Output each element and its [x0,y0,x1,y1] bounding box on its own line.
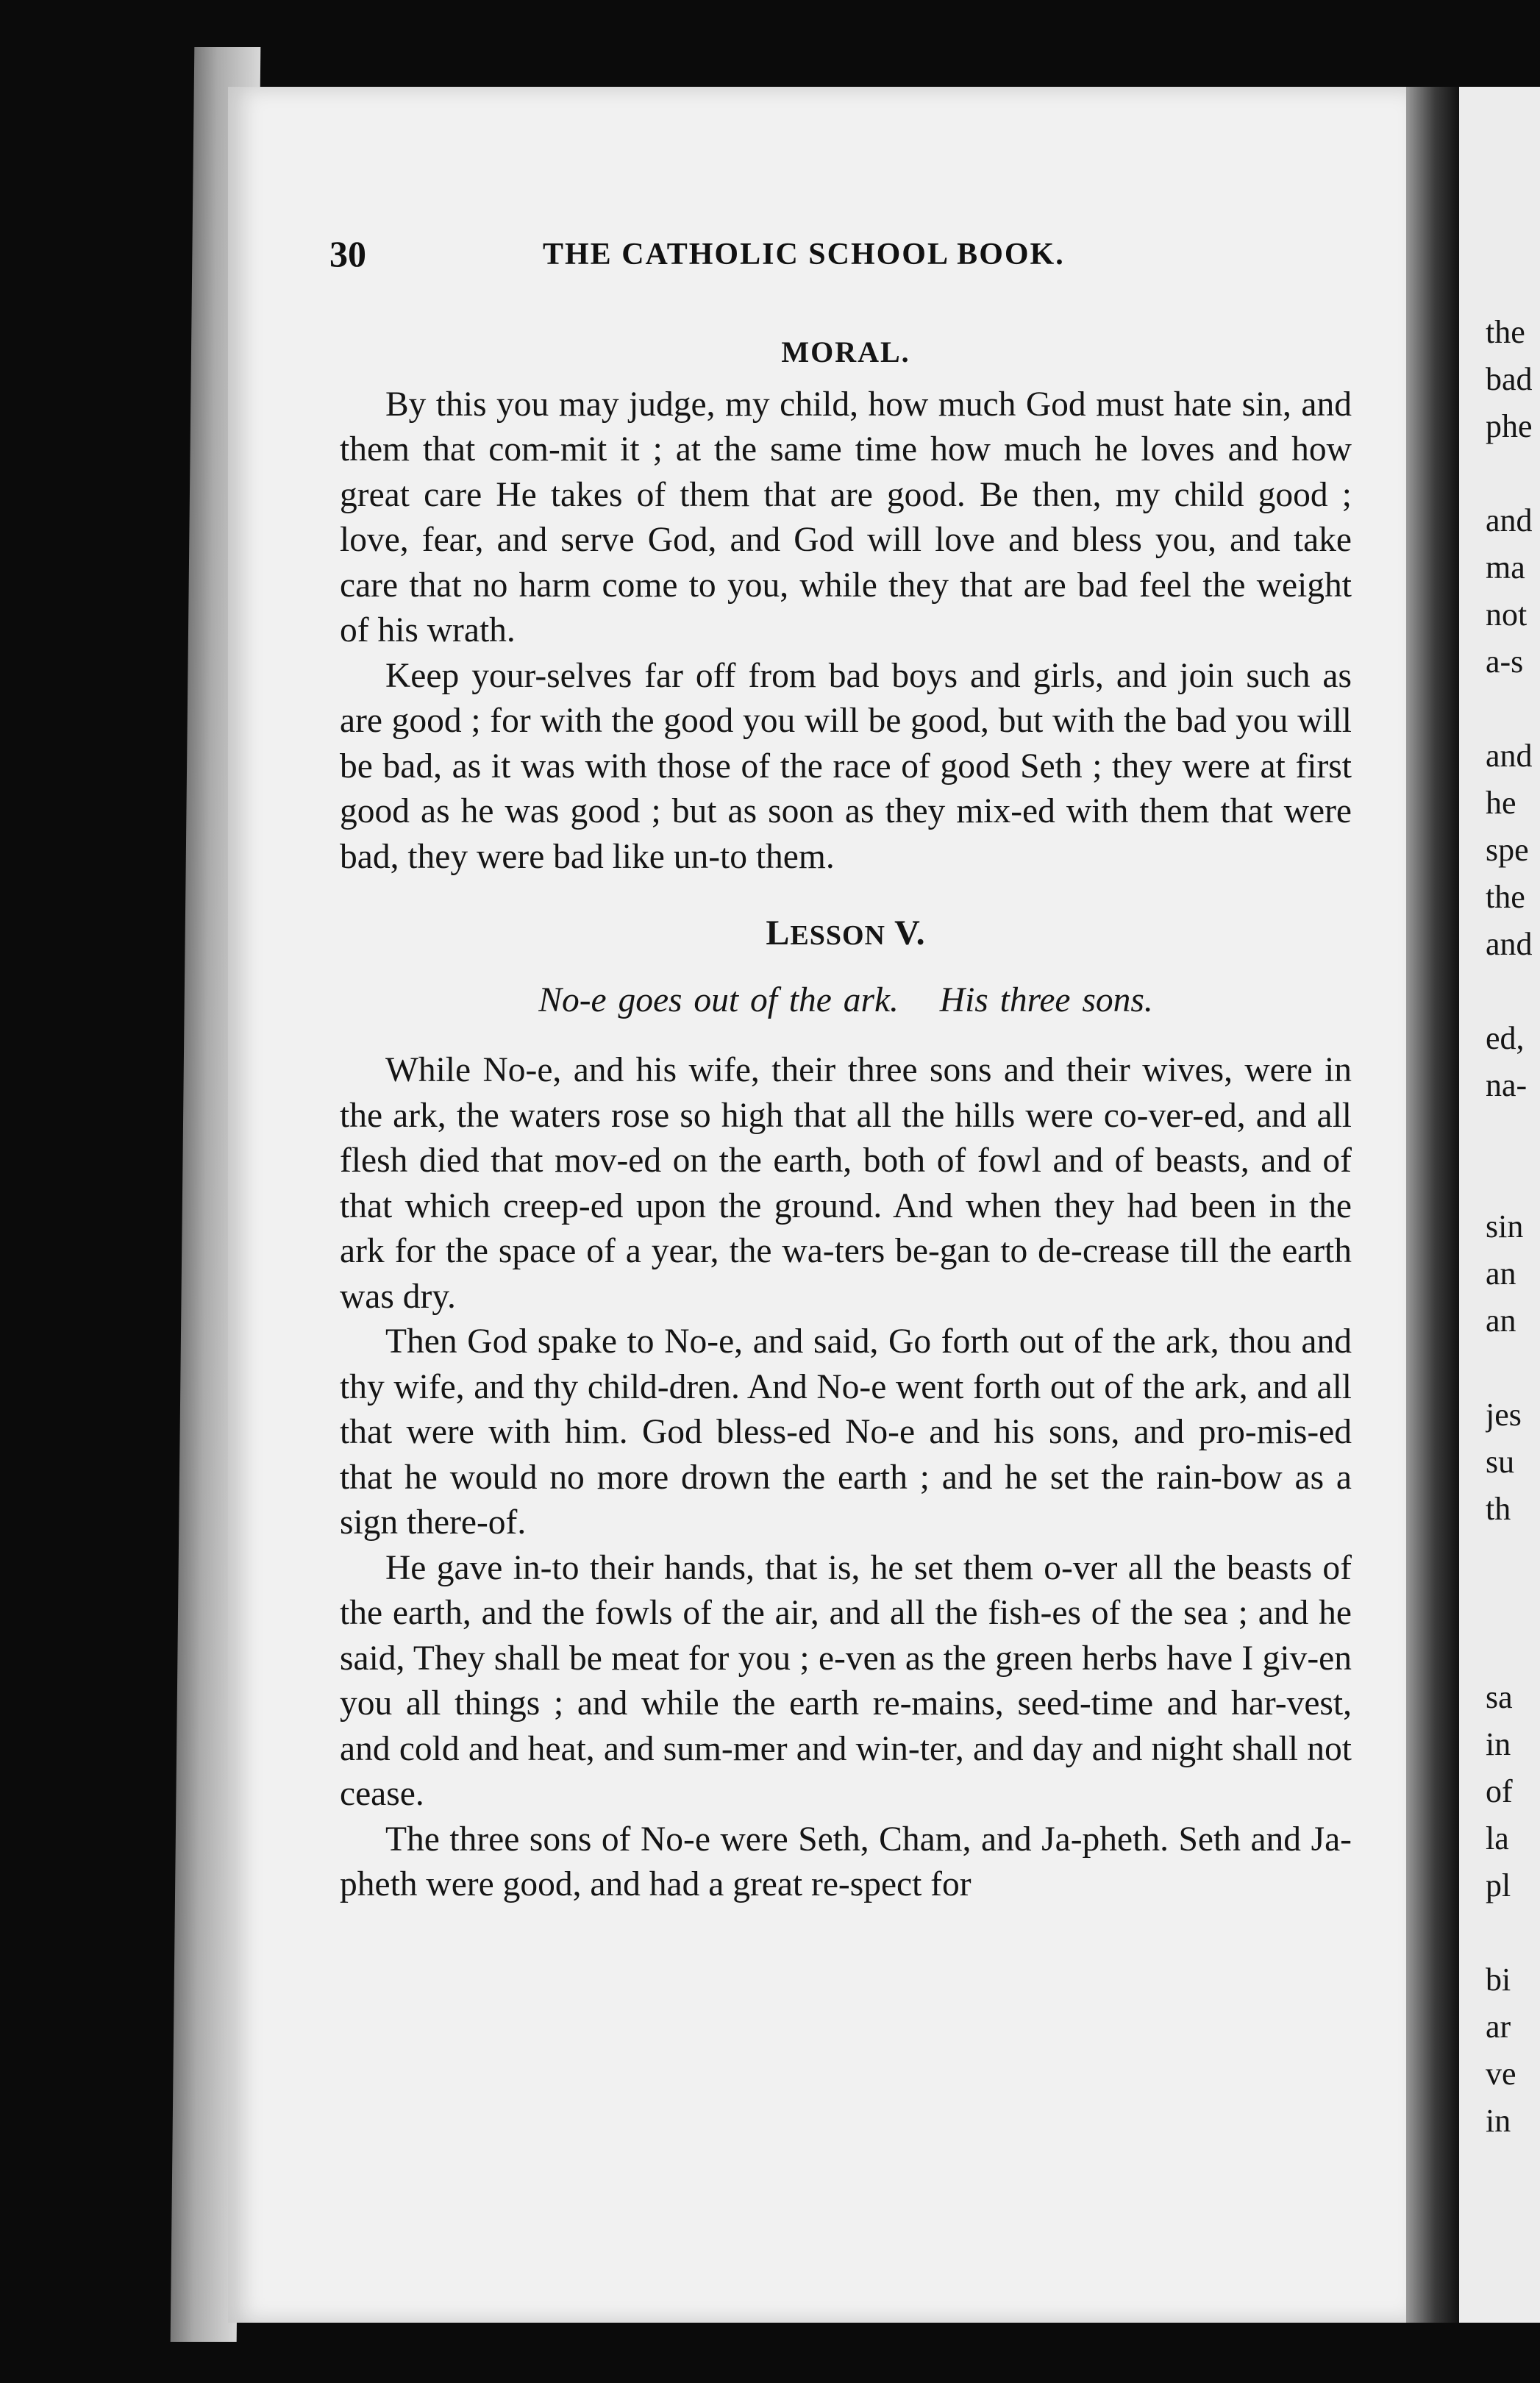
lesson-paragraph: He gave in-to their hands, that is, he set them o-ver all the beasts of the earth, and the fowls of the air, and all the fish-es of the sea ; and he said, They shall be meat for you ; e-ven as the green herbs have I giv-en you all things ; and while the earth re-mains, seed-time and har-vest, and cold and heat, and sum-mer and win-ter, and day and night shall not cease. [340,1548,1352,1813]
adjacent-page-fragment: th [1486,1491,1511,1527]
lesson-subtitle [340,978,1352,1024]
adjacent-page-fragments [1486,309,1540,2145]
adjacent-page-fragment: sin [1486,1208,1524,1244]
adjacent-page-fragment: pl [1486,1867,1511,1903]
adjacent-page-fragment: na- [1486,1067,1527,1103]
adjacent-page-fragment: bad [1486,361,1533,397]
book-gutter [1406,87,1459,2323]
adjacent-page-fragment: an [1486,1303,1516,1339]
adjacent-page-fragment: phe [1486,408,1533,444]
adjacent-page-fragment: sa [1486,1679,1513,1715]
adjacent-page-fragment: in [1486,2103,1511,2139]
lesson-subtitle-part: His three sons. [939,980,1153,1019]
lesson-heading [340,911,1352,959]
adjacent-page-fragment [1486,1344,1540,1392]
adjacent-page-fragment [1486,1109,1540,1156]
adjacent-page-fragment: ma [1486,549,1525,585]
adjacent-page-fragment: bi [1486,1962,1511,1998]
adjacent-page-fragment: the [1486,879,1525,915]
adjacent-page-fragment [1486,1909,1540,1956]
lesson-heading-initial: L [766,913,791,952]
adjacent-page-fragment: and [1486,502,1533,538]
page-number: 30 [329,233,366,274]
adjacent-page-fragment: la [1486,1820,1509,1856]
adjacent-page-fragment [1486,1533,1540,1580]
adjacent-page-fragment [1486,450,1540,497]
adjacent-page-fragment [1486,685,1540,733]
adjacent-page-fragment: jes [1486,1397,1522,1433]
adjacent-page-fragment [1486,1580,1540,1627]
running-head [329,232,1396,284]
lesson-paragraph: Then God spake to No-e, and said, Go forth out of the ark, thou and thy wife, and thy child-dren. And No-e went forth out of the ark, and all that were with him. God bless-ed No-e and his sons, and pro-mis-ed that he would no more drown the earth ; and he set the rain-bow as a sign there-of. [340,1322,1352,1542]
adjacent-page-fragment: he [1486,785,1516,821]
adjacent-page-fragment: ed, [1486,1020,1525,1056]
lesson-subtitle-part: No-e goes out of the ark. [538,980,899,1019]
running-title: THE CATHOLIC SCHOOL BOOK. [543,238,1065,271]
adjacent-page-fragment: spe [1486,832,1529,868]
lesson-paragraph: While No-e, and his wife, their three sons and their wives, were in the ark, the waters rose so high that all the hills were co-ver-ed, and all flesh died that mov-ed on the earth, both of fowl and of beasts, and of that which creep-ed upon the ground. And when they had been in the ark for the space of a year, the wa-ters be-gan to de-crease till the earth was dry. [340,1051,1352,1316]
adjacent-page-fragment: ar [1486,2009,1511,2045]
moral-paragraph: By this you may judge, my child, how much God must hate sin, and them that com-mit it ; at the same time how much he loves and how great care He takes of them that are good. Be then, my child good ; love, fear, and serve God, and God will love and bless you, and take care that no harm come to you, while they that are bad feel the weight of his wrath. [340,385,1352,649]
page-text [340,330,1352,1908]
adjacent-page-fragment: in [1486,1726,1511,1762]
adjacent-page-fragment: and [1486,926,1533,962]
adjacent-page-fragment [1486,1156,1540,1203]
adjacent-page-fragment [1486,1627,1540,1674]
adjacent-page-fragment: a-s [1486,644,1524,680]
adjacent-page-fragment: and [1486,738,1533,774]
lesson-heading-word: ESSON [790,920,885,951]
adjacent-page-fragment: not [1486,596,1527,633]
adjacent-page-fragment: the [1486,314,1525,350]
moral-heading: MORAL. [781,335,910,368]
adjacent-page-fragment: an [1486,1255,1516,1292]
adjacent-page-fragment [1486,968,1540,1015]
adjacent-page-fragment: of [1486,1773,1513,1809]
adjacent-page-fragment: su [1486,1444,1515,1480]
lesson-paragraph: The three sons of No-e were Seth, Cham, and Ja-pheth. Seth and Ja-pheth were good, and had a great re-spect for [340,1820,1352,1903]
lesson-number: V. [894,913,926,952]
moral-paragraph: Keep your-selves far off from bad boys and girls, and join such as are good ; for with the good you will be good, but with the bad you will be bad, as it was with those of the race of good Seth ; they were at first good as he was good ; but as soon as they mix-ed with them that were bad, they were bad like un-to them. [340,656,1352,876]
adjacent-page-fragment: ve [1486,2056,1516,2092]
